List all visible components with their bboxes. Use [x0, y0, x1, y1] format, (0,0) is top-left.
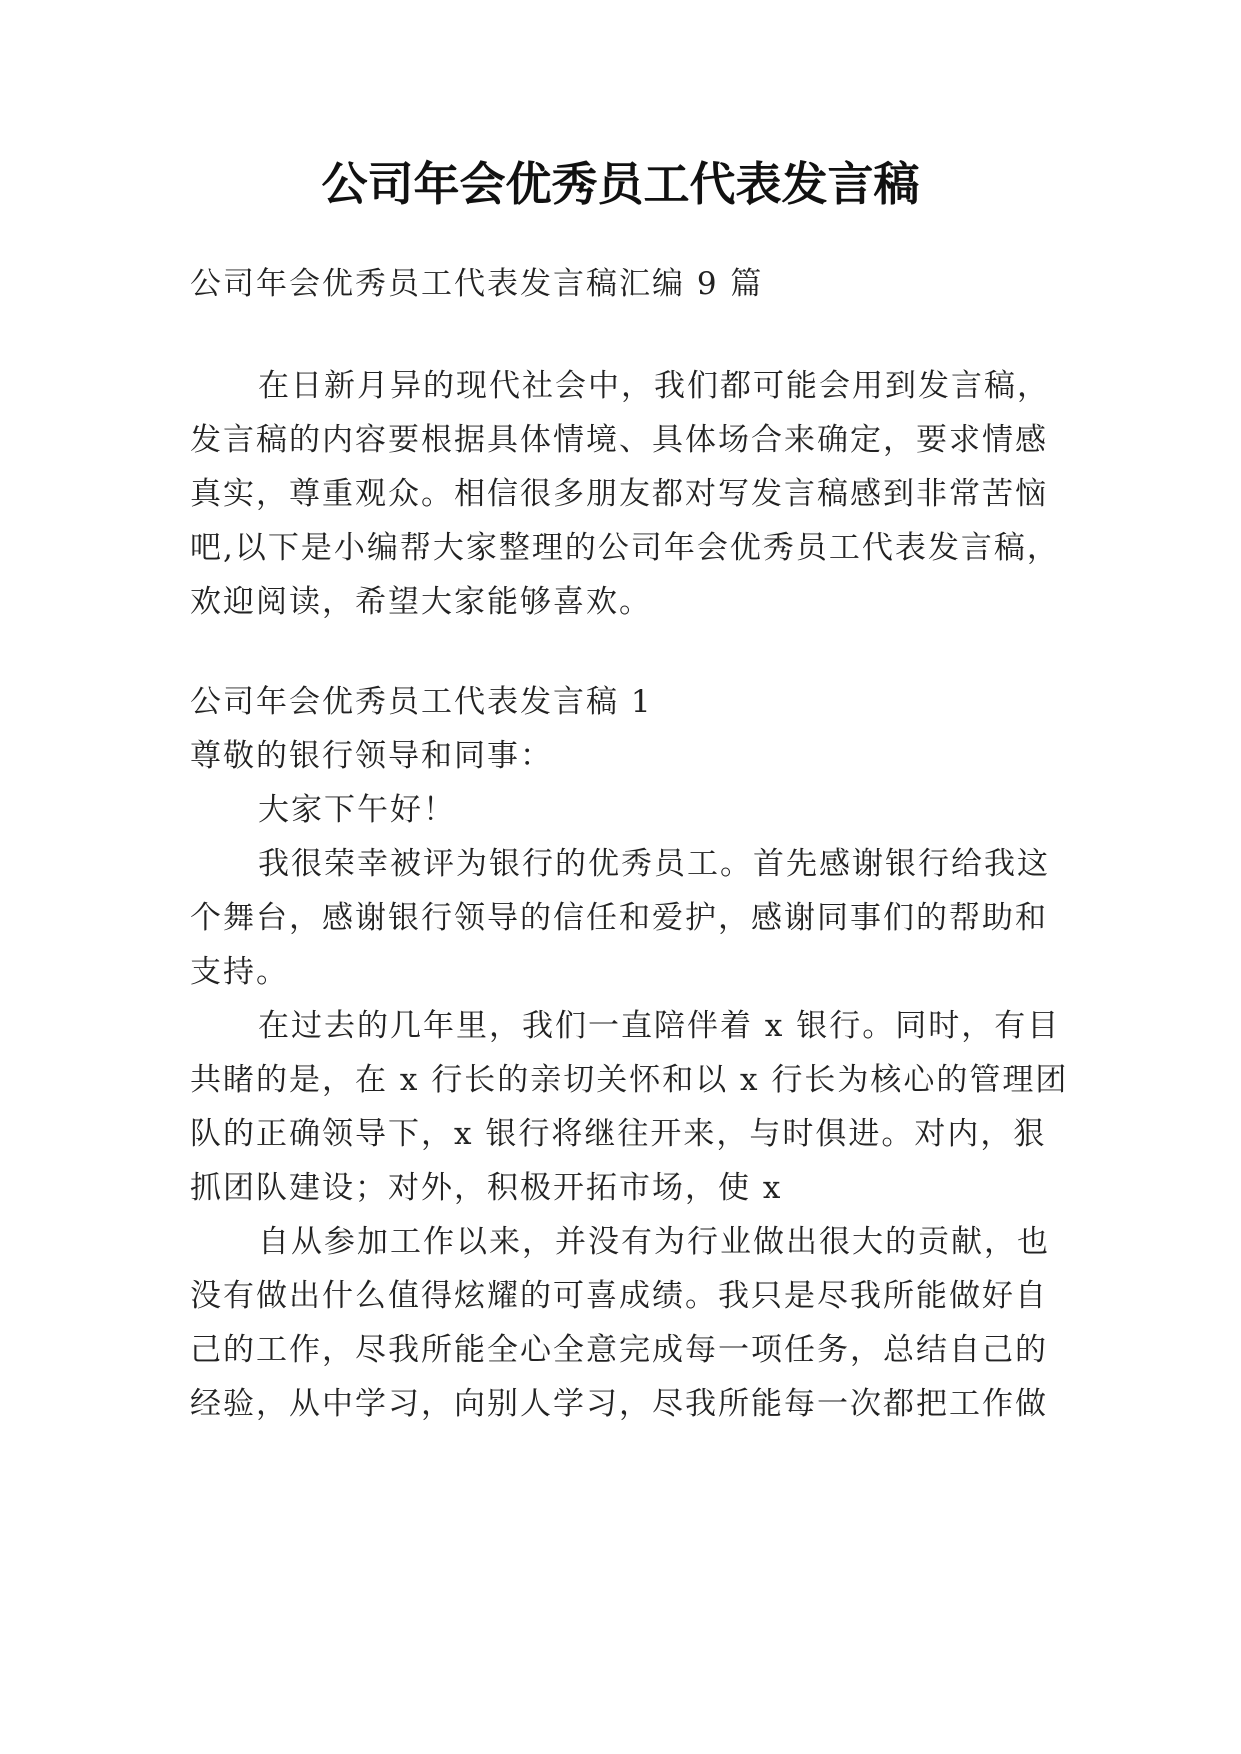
- paragraph-line: 队的正确领导下，x 银行将继往开来，与时俱进。对内，狠: [190, 1116, 1047, 1152]
- section-heading: 公司年会优秀员工代表发言稿 1: [190, 684, 653, 720]
- intro-line: 真实，尊重观众。相信很多朋友都对写发言稿感到非常苦恼: [190, 476, 1048, 512]
- document-subtitle: 公司年会优秀员工代表发言稿汇编 9 篇: [190, 266, 764, 302]
- intro-line: 在日新月异的现代社会中，我们都可能会用到发言稿，: [258, 368, 1050, 404]
- paragraph-line: 抓团队建设；对外，积极开拓市场，使 x: [190, 1170, 783, 1206]
- paragraph-line: 在过去的几年里，我们一直陪伴着 x 银行。同时，有目: [258, 1008, 1061, 1044]
- paragraph-line: 共睹的是，在 x 行长的亲切关怀和以 x 行长为核心的管理团: [190, 1062, 1069, 1098]
- paragraph-line: 我很荣幸被评为银行的优秀员工。首先感谢银行给我这: [258, 846, 1050, 882]
- paragraph-line: 没有做出什么值得炫耀的可喜成绩。我只是尽我所能做好自: [190, 1278, 1048, 1314]
- paragraph-line: 己的工作，尽我所能全心全意完成每一项任务，总结自己的: [190, 1332, 1048, 1368]
- intro-line: 欢迎阅读，希望大家能够喜欢。: [190, 584, 652, 620]
- intro-line: 吧,以下是小编帮大家整理的公司年会优秀员工代表发言稿，: [190, 530, 1060, 566]
- paragraph-line: 自从参加工作以来，并没有为行业做出很大的贡献，也: [258, 1224, 1050, 1260]
- paragraph-line: 个舞台，感谢银行领导的信任和爱护，感谢同事们的帮助和: [190, 900, 1048, 936]
- document-title: 公司年会优秀员工代表发言稿: [321, 157, 920, 211]
- salutation: 尊敬的银行领导和同事：: [190, 738, 553, 774]
- greeting: 大家下午好！: [258, 792, 456, 828]
- paragraph-line: 支持。: [190, 954, 289, 990]
- intro-line: 发言稿的内容要根据具体情境、具体场合来确定，要求情感: [190, 422, 1048, 458]
- paragraph-line: 经验，从中学习，向别人学习，尽我所能每一次都把工作做: [190, 1386, 1048, 1422]
